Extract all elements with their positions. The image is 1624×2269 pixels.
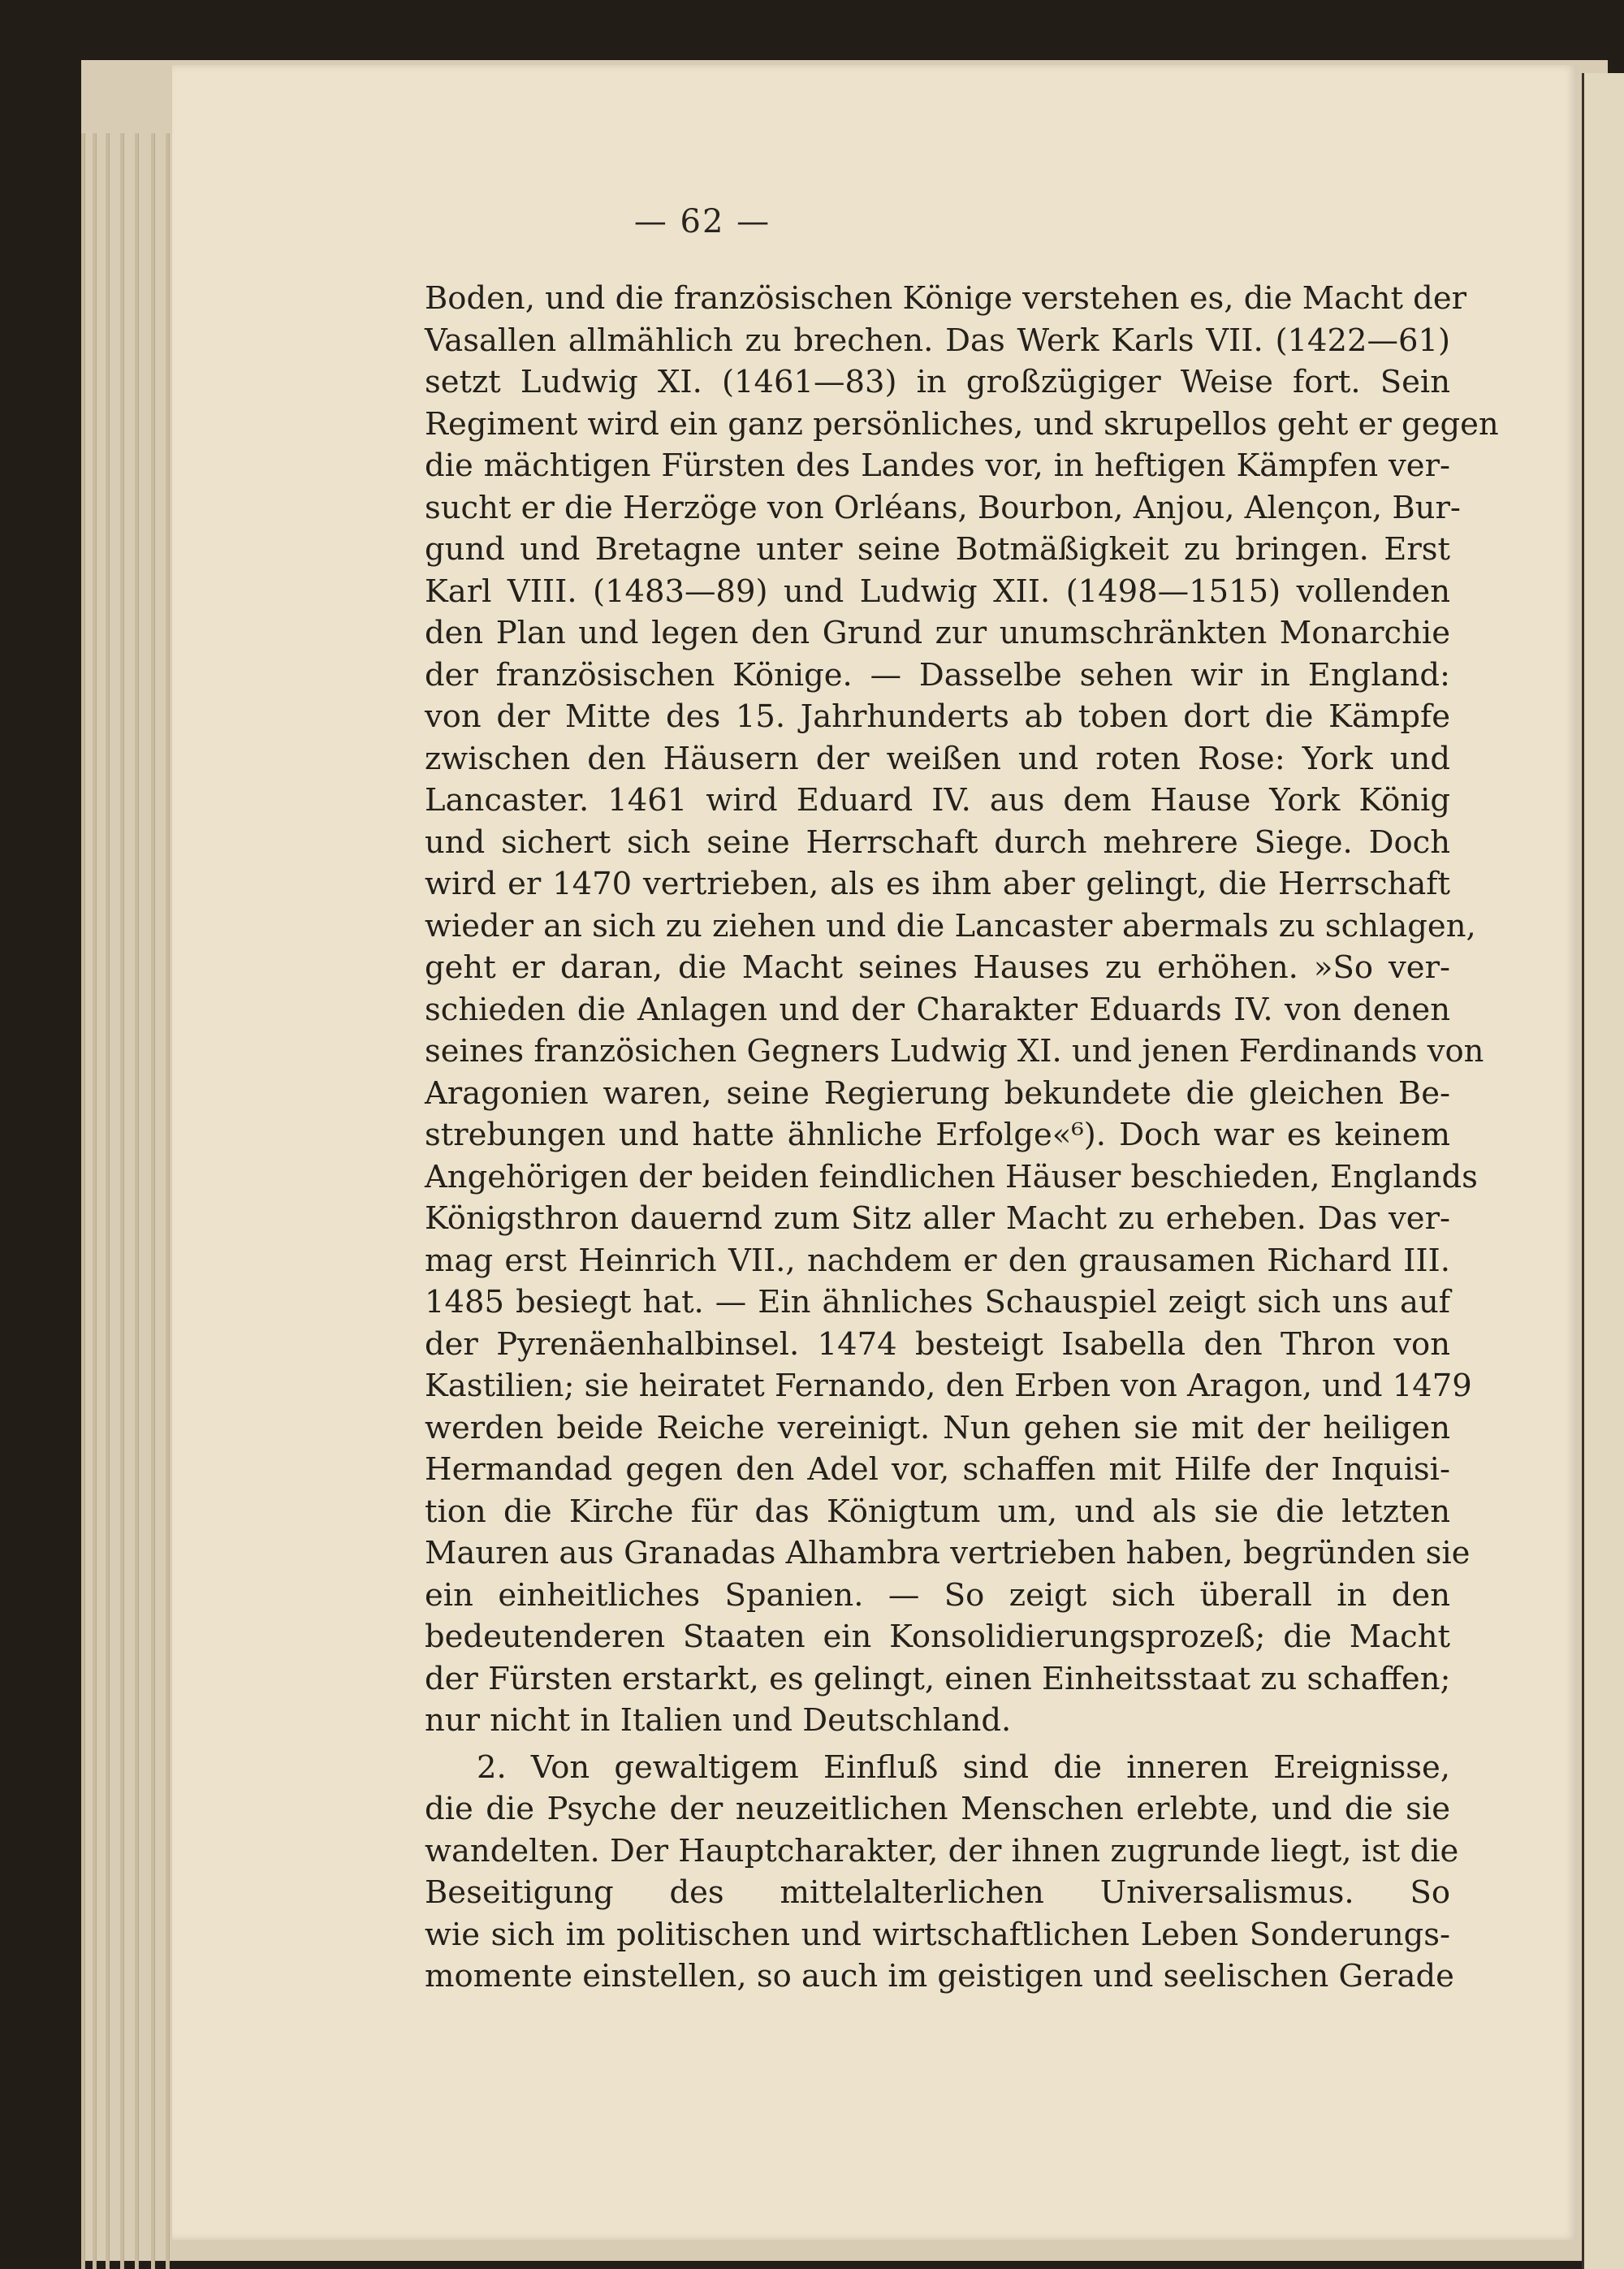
text-line: momente einstellen, so auch im geistigen und seelischen Gerade [425,1958,1454,1995]
text-line: geht er daran, die Macht seines Hauses zu erhöhen. »So ver- [425,949,1450,986]
text-line: setzt Ludwig XI. (1461—83) in großzügiger Weise fort. Sein [425,364,1450,400]
text-line: ein einheitliches Spanien. — So zeigt sich überall in den [425,1576,1450,1614]
text-line: die die Psyche der neuzeitlichen Menschen erlebte, und die sie [425,1791,1450,1827]
page-edge [93,133,97,2269]
text-line: und sichert sich seine Herrschaft durch mehrere Siege. Doch [425,823,1450,861]
body-text [425,278,1499,1998]
facing-page-edge [1582,73,1624,2269]
text-line: zwischen den Häusern der weißen und roten Rose: York und [425,740,1450,777]
text-line: Beseitigung des mittelalterlichen Universalismus. So [425,1874,1450,1911]
text-line: Regiment wird ein ganz persönliches, und skrupellos geht er gegen [425,405,1499,443]
text-line: Angehörigen der beiden feindlichen Häuser beschieden, Englands [425,1158,1478,1195]
text-line: mag erst Heinrich VII., nachdem er den grausamen Richard III. [425,1242,1450,1279]
text-line: strebungen und hatte ähnliche Erfolge«⁶). Doch war es keinem [425,1117,1450,1153]
text-line: der Pyrenäenhalbinsel. 1474 besteigt Isabella den Thron von [425,1325,1450,1363]
text-line: seines französichen Gegners Ludwig XI. und jenen Ferdinands von [425,1033,1484,1070]
text-line: schieden die Anlagen und der Charakter Eduards IV. von denen [425,991,1450,1028]
page-number: — 62 — [633,203,771,240]
page-edge [106,133,110,2269]
text-line: 1485 besiegt hat. — Ein ähnliches Schauspiel zeigt sich uns auf [425,1284,1450,1320]
page-edge [166,133,170,2269]
paragraph-1 [425,278,1499,1742]
text-line: wird er 1470 vertrieben, als es ihm aber gelingt, die Herrschaft [425,866,1450,902]
text-line: Kastilien; sie heiratet Fernando, den Erben von Aragon, und 1479 [425,1368,1472,1404]
text-line: Mauren aus Granadas Alhambra vertrieben haben, begründen sie [425,1535,1471,1571]
text-line: der französischen Könige. — Dasselbe sehen wir in England: [425,656,1450,694]
text-line: bedeutenderen Staaten ein Konsolidierungsprozeß; die Macht [425,1619,1450,1655]
text-line: tion die Kirche für das Königtum um, und als sie die letzten [425,1493,1450,1530]
text-line: Lancaster. 1461 wird Eduard IV. aus dem Hause York König [425,782,1450,819]
text-line: 2. Von gewaltigem Einfluß sind die inneren Ereignisse, [477,1748,1450,1786]
text-line: Königsthron dauernd zum Sitz aller Macht zu erheben. Das ver- [425,1200,1450,1237]
text-line: Boden, und die französischen Könige verstehen es, die Macht der [425,280,1467,317]
paragraph-2 [425,1747,1459,1998]
page-edge [151,133,155,2269]
text-line: Vasallen allmählich zu brechen. Das Werk Karls VII. (1422—61) [425,322,1450,359]
text-line: der Fürsten erstarkt, es gelingt, einen Einheitsstaat zu schaffen; [425,1660,1451,1697]
text-line: wie sich im politischen und wirtschaftlichen Leben Sonderungs- [425,1916,1450,1953]
text-line: Hermandad gegen den Adel vor, schaffen mit Hilfe der Inquisi- [425,1451,1450,1488]
text-line: sucht er die Herzöge von Orléans, Bourbon, Anjou, Alençon, Bur- [425,489,1461,526]
page-edge [81,133,85,2269]
text-line: Karl VIII. (1483—89) und Ludwig XII. (1498—1515) vollenden [425,573,1450,610]
text-line: den Plan und legen den Grund zur unumschränkten Monarchie [425,615,1450,651]
text-line: wieder an sich zu ziehen und die Lancaster abermals zu schlagen, [425,907,1476,944]
text-line: wandelten. Der Hauptcharakter, der ihnen zugrunde liegt, ist die [425,1832,1459,1869]
text-line: die mächtigen Fürsten des Landes vor, in heftigen Kämpfen ver- [425,447,1450,484]
page-edge [120,133,124,2269]
text-line: nur nicht in Italien und Deutschland. [425,1702,1012,1739]
text-line: werden beide Reiche vereinigt. Nun gehen sie mit der heiligen [425,1409,1450,1446]
text-line: Aragonien waren, seine Regierung bekundete die gleichen Be- [425,1074,1450,1112]
page-edge [135,133,139,2269]
text-line: von der Mitte des 15. Jahrhunderts ab toben dort die Kämpfe [425,698,1450,735]
text-line: gund und Bretagne unter seine Botmäßigkeit zu bringen. Erst [425,531,1450,568]
